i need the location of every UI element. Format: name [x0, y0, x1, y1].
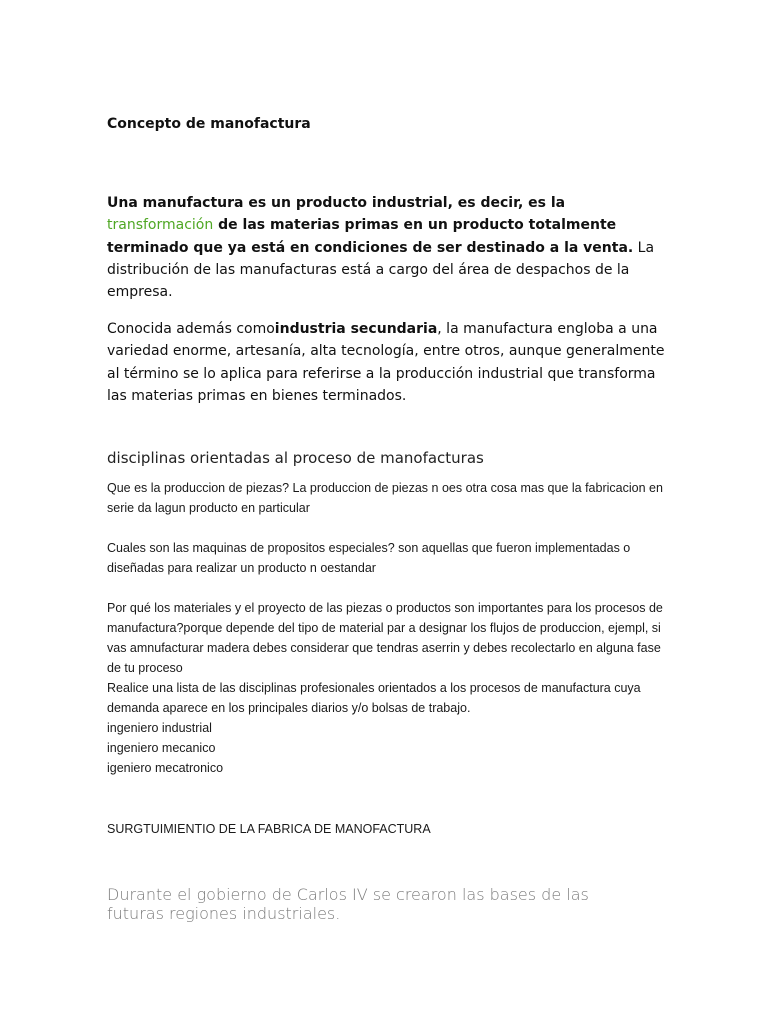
- paragraph-industria: [107, 318, 667, 407]
- question-materiales: Por qué los materiales y el proyecto de las piezas o productos son importantes para los procesos de manufactura?porque depende del tipo de material par a designar los flujos de produccion, ejempl, si vas amnufacturar madera debes considerar que tendras aserrin y debes recolectarlo en alguna fase de tu proceso: [107, 601, 663, 675]
- surgimiento-heading: SURGTUIMIENTIO DE LA FABRICA DE MANOFACTURA: [107, 822, 431, 836]
- definition-bold: de las materias primas en un producto totalmente terminado que ya está en condiciones de ser destinado a la venta.: [107, 217, 634, 256]
- disciplinas-subheading: disciplinas orientadas al proceso de manofacturas: [107, 449, 484, 467]
- durante-paragraph: Durante el gobierno de Carlos IV se crearon las bases de las futuras regiones industriales.: [107, 885, 589, 923]
- question-maquinas: Cuales son las maquinas de propositos especiales? son aquellas que fueron implementadas o diseñadas para realizar un producto n oestandar: [107, 541, 631, 575]
- definition-rest: La distribución de las manufacturas está a cargo del área de despachos de la empresa.: [107, 239, 655, 301]
- list-item: ingeniero industrial: [107, 721, 212, 735]
- definition-lead: Una manufactura es un producto industrial, es decir, es la: [107, 195, 566, 211]
- list-item: igeniero mecatronico: [107, 761, 224, 775]
- question-produccion: Que es la produccion de piezas? La produccion de piezas n oes otra cosa mas que la fabricacion en serie da lagun producto en particular: [107, 481, 663, 515]
- industria-bold: industria secundaria: [274, 321, 438, 337]
- paragraph-definition: [107, 192, 667, 303]
- document-title: Concepto de manofactura: [107, 116, 311, 132]
- industria-rest: , la manufactura engloba a una variedad enorme, artesanía, alta tecnología, entre otros, aunque generalmente al término se lo aplica para referirse a la producción industrial que transforma las materias primas en bienes terminados.: [107, 321, 665, 404]
- question-disciplinas: Realice una lista de las disciplinas profesionales orientados a los procesos de manufactura cuya demanda aparece en los principales diarios y/o bolsas de trabajo.: [107, 681, 641, 715]
- list-item: ingeniero mecanico: [107, 741, 216, 755]
- question-block-materiales: [107, 598, 667, 778]
- industria-start: Conocida además como: [107, 321, 275, 337]
- transformacion-link[interactable]: transformación: [107, 217, 214, 234]
